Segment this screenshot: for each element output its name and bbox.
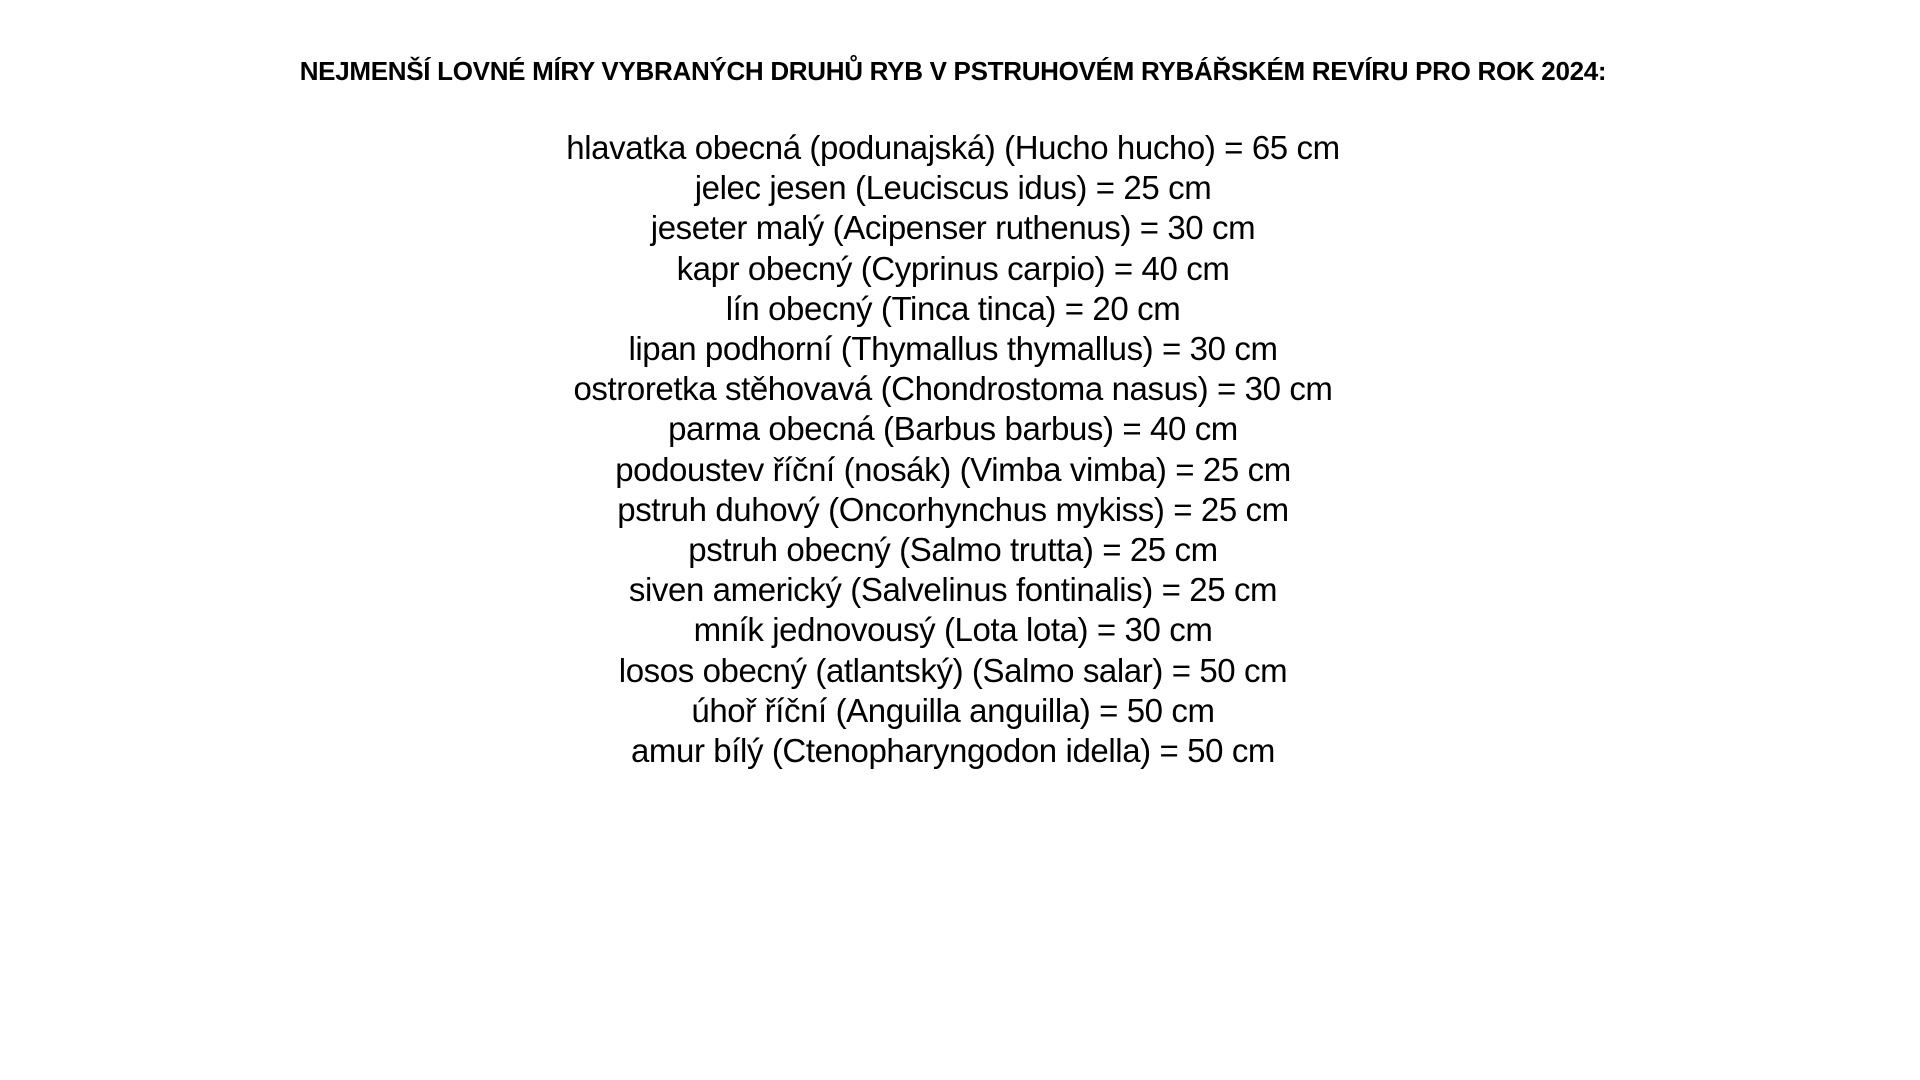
list-item: lipan podhorní (Thymallus thymallus) = 30 cm: [628, 330, 1278, 368]
list-item: hlavatka obecná (podunajská) (Hucho hucho) = 65 cm: [566, 129, 1340, 166]
list-item: ostroretka stěhovavá (Chondrostoma nasus) = 30 cm: [573, 370, 1333, 408]
list-item: úhoř říční (Anguilla anguilla) = 50 cm: [691, 691, 1215, 729]
list-item: losos obecný (atlantský) (Salmo salar) = 50 cm: [618, 651, 1288, 689]
list-item: parma obecná (Barbus barbus) = 40 cm: [668, 410, 1238, 448]
list-item: amur bílý (Ctenopharyngodon idella) = 50 cm: [630, 732, 1276, 770]
list-item: jelec jesen (Leuciscus idus) = 25 cm: [694, 169, 1212, 207]
list-item: mník jednovousý (Lota lota) = 30 cm: [693, 611, 1213, 649]
fish-size-list: [0, 128, 1906, 771]
page-title: NEJMENŠÍ LOVNÉ MÍRY VYBRANÝCH DRUHŮ RYB V PSTRUHOVÉM RYBÁŘSKÉM REVÍRU PRO ROK 2024:: [299, 56, 1607, 86]
list-item: pstruh obecný (Salmo trutta) = 25 cm: [688, 531, 1218, 569]
list-item: podoustev říční (nosák) (Vimba vimba) = 25 cm: [615, 450, 1291, 488]
list-item: pstruh duhový (Oncorhynchus mykiss) = 25 cm: [617, 490, 1289, 528]
list-item: siven americký (Salvelinus fontinalis) = 25 cm: [628, 571, 1278, 609]
list-item: lín obecný (Tinca tinca) = 20 cm: [725, 289, 1181, 327]
list-item: jeseter malý (Acipenser ruthenus) = 30 cm: [650, 209, 1256, 247]
list-item: kapr obecný (Cyprinus carpio) = 40 cm: [676, 249, 1230, 287]
